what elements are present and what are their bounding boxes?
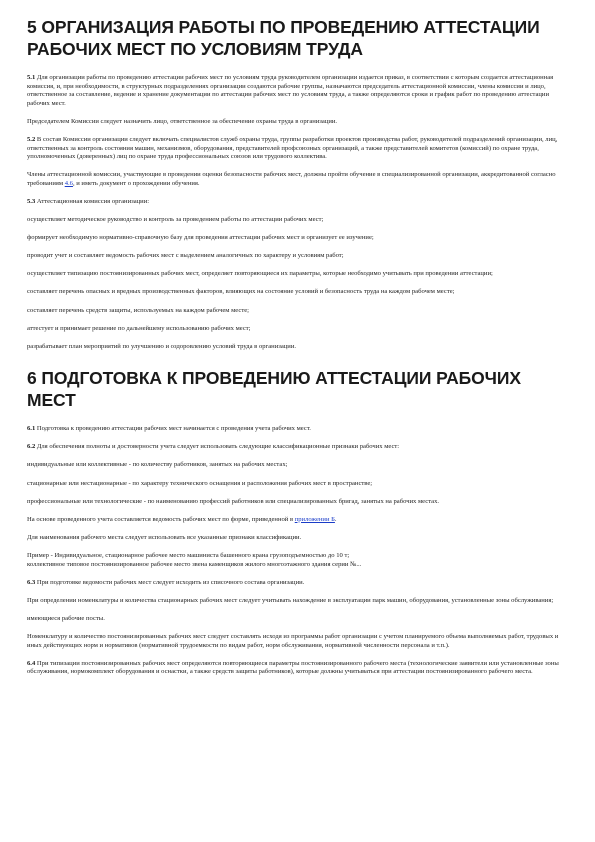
list-item: формирует необходимую нормативно-справочную базу для проведения аттестации рабочих мест и организует ее изучение; xyxy=(27,234,374,242)
section-6-title: 6 ПОДГОТОВКА К ПРОВЕДЕНИЮ АТТЕСТАЦИИ РАБОЧИХ МЕСТ xyxy=(27,368,521,411)
paragraph-6-3 xyxy=(27,579,565,588)
paragraph-training xyxy=(27,171,565,188)
paragraph-text: При подготовке ведомости рабочих мест следует исходить из списочного состава организации. xyxy=(35,578,305,586)
link-4-6[interactable]: 4.6 xyxy=(64,179,73,187)
document-page xyxy=(27,16,565,686)
clause-number: 5.2 xyxy=(27,135,36,143)
paragraph-5-2 xyxy=(27,136,565,162)
paragraph-text: , и иметь документ о прохождении обучения. xyxy=(72,179,200,187)
paragraph-text: Подготовка к проведению аттестации рабочих мест начинается с проведения учета рабочих мест. xyxy=(35,425,311,433)
paragraph-text: Аттестационная комиссия организации: xyxy=(35,197,150,205)
example-line-2: коллективное типовое постоянизированное рабочее место звена каменщиков жилого многоэтажного здания серии №... xyxy=(27,560,362,568)
paragraph-statement xyxy=(27,516,565,525)
clause-number: 6.4 xyxy=(27,659,36,667)
paragraph-text: На основе проведенного учета составляется ведомость рабочих мест по форме, приведенной в xyxy=(27,515,295,523)
list-item: аттестует и принимает решение по дальнейшему использованию рабочих мест; xyxy=(27,324,251,332)
paragraph-5-1 xyxy=(27,74,565,108)
list-item: составляет перечень опасных и вредных производственных факторов, влияющих на состояние условий и безопасность труда на каждом рабочем месте; xyxy=(27,288,455,296)
paragraph-posts: имеющиеся рабочие посты. xyxy=(27,614,105,622)
list-item: осуществляет методическое руководство и контроль за проведением работы по аттестации рабочих мест; xyxy=(27,216,324,224)
paragraph-5-3 xyxy=(27,198,565,207)
paragraph-stationary-count: При определении номенклатуры и количества стационарных рабочих мест следует учитывать нахождение в эксплуатации парк машин, оборудования, установленные зоны обслуживания; xyxy=(27,596,554,604)
paragraph-text: Для организации работы по проведению аттестации рабочих мест по условиям труда руководителем организации издается приказ, в соответствии с которым создается аттестационная комиссия, и, при необходимости, в структурных подразделениях организации создаются рабочие группы, назначаются председатель аттестационной комиссии, члены комиссии и лицо, ответственное за составление, ведение и хранение документации по аттестации рабочих мест по условиям труда, а также определяются сроки и график работ по проведению аттестации рабочих мест. xyxy=(27,74,554,107)
clause-number: 5.1 xyxy=(27,74,36,81)
paragraph-6-4 xyxy=(27,660,565,677)
paragraph-chairman: Председателем Комиссии следует назначить лицо, ответственное за обеспечение охраны труда в организации. xyxy=(27,117,338,125)
example-line-1: Пример - Индивидуальное, стационарное рабочее место машиниста башенного крана грузоподъемностью до 10 т; xyxy=(27,551,350,559)
section-5-title: 5 ОРГАНИЗАЦИЯ РАБОТЫ ПО ПРОВЕДЕНИЮ АТТЕСТАЦИИ РАБОЧИХ МЕСТ ПО УСЛОВИЯМ ТРУДА xyxy=(27,17,540,59)
paragraph-text: . xyxy=(334,515,337,523)
link-appendix-b[interactable]: приложении Б xyxy=(294,515,335,523)
list-item: составляет перечень средств защиты, используемых на каждом рабочем месте; xyxy=(27,306,249,314)
paragraph-stationary: стационарные или нестационарные - по характеру технического оснащения и расположения рабочих мест в пространстве; xyxy=(27,479,373,487)
paragraph-example xyxy=(27,552,565,569)
list-item: разрабатывает план мероприятий по улучшению и оздоровлению условий труда в организации. xyxy=(27,342,296,350)
clause-number: 5.3 xyxy=(27,197,36,205)
paragraph-individual: индивидуальные или коллективные - по количеству работников, занятых на рабочих местах; xyxy=(27,461,288,469)
paragraph-6-1 xyxy=(27,425,565,434)
list-item: осуществляет типизацию постоянизированных рабочих мест, определяет повторяющиеся их параметры, которые необходимо учитывать при проведении аттестации; xyxy=(27,270,493,278)
clause-number: 6.3 xyxy=(27,578,36,586)
paragraph-text: В состав Комиссии организации следует включать специалистов служб охраны труда, группы разработки проектов производства работ, руководителей подразделений организации, лиц, ответственных за контроль состояния машин, механизмов, оборудования, представителей профсоюзных организаций, а также представителей комитетов (комиссий) по охране труда, уполномоченных (доверенных) лиц по охране труда профессиональных союзов или трудового коллектива. xyxy=(27,135,558,161)
clause-number: 6.1 xyxy=(27,425,36,433)
paragraph-text: Члены аттестационной комиссии, участвующие в проведении оценки безопасности рабочих мест, должны пройти обучение в специализированной организации, аккредитованной согласно требованиям xyxy=(27,171,556,187)
clause-number: 6.2 xyxy=(27,443,36,451)
paragraph-naming: Для наименования рабочего места следует использовать все указанные признаки классификации. xyxy=(27,533,302,541)
paragraph-text: При типизации постоянизированных рабочих мест определяются повторяющиеся параметры постоянизированного рабочего места (технологические заявители или установленные зоны обслуживания, нормокомплект оборудования и оснастки, а также средств защиты работников), которые должны учитываться при аттестации постоянизированного рабочего места. xyxy=(27,659,559,676)
paragraph-text: Для обеспечения полноты и достоверности учета следует использовать следующие классификационные признаки рабочих мест: xyxy=(35,443,400,451)
paragraph-professional: профессиональные или технологические - по наименованию профессий работников или специализированных бригад, занятых на рабочих местах. xyxy=(27,497,440,505)
paragraph-6-2 xyxy=(27,443,565,452)
list-item: проводит учет и составляет ведомость рабочих мест с выделением аналогичных по характеру и условиям работ; xyxy=(27,252,344,260)
paragraph-nomenclature: Номенклатуру и количество постоянизированных рабочих мест следует составлять исходя из программы работ организации с учетом планируемого объема выполняемых работ, трудовых и иных действующих норм и нормативов (нормативной трудоемкости по видам работ, норм обслуживания, нормативной численности персонала и т.п.). xyxy=(27,632,559,649)
